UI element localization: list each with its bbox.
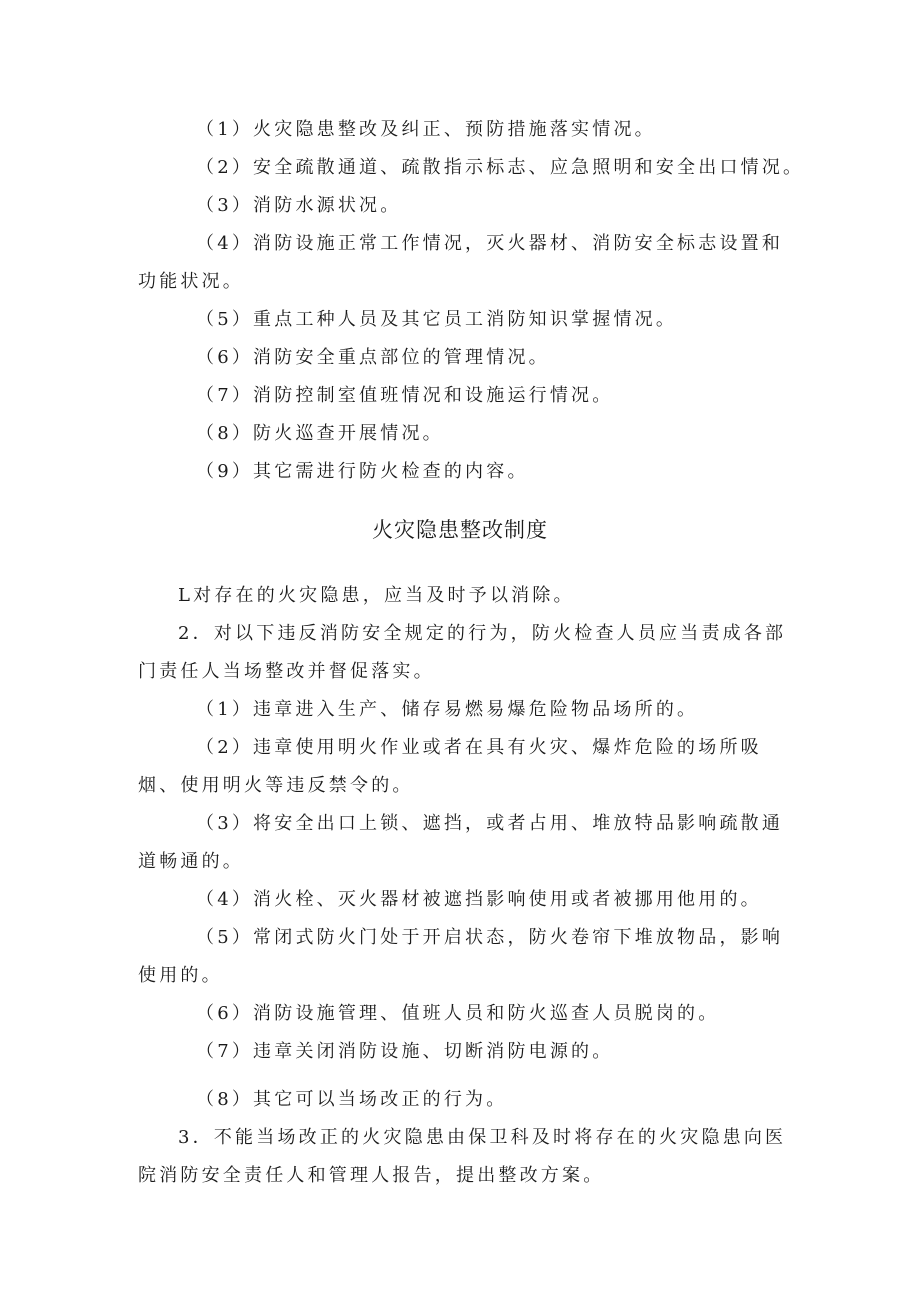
clause-2: 2．对以下违反消防安全规定的行为，防火检查人员应当责成各部门责任人当场整改并督促落实。 xyxy=(138,623,787,682)
rectification-item-3: （3）将安全出口上锁、遮挡，或者占用、堆放特品影响疏散通道畅通的。 xyxy=(138,813,784,872)
clause-3: 3．不能当场改正的火灾隐患由保卫科及时将存在的火灾隐患向医院消防安全责任人和管理人报告，提出整改方案。 xyxy=(138,1127,787,1186)
inspection-item-5: （5）重点工种人员及其它员工消防知识掌握情况。 xyxy=(196,309,678,330)
clause-1: L对存在的火灾隐患，应当及时予以消除。 xyxy=(178,585,575,606)
rectification-item-2: （2）违章使用明火作业或者在具有火灾、爆炸危险的场所吸烟、使用明火等违反禁令的。 xyxy=(138,737,762,796)
rectification-item-7: （7）违章关闭消防设施、切断消防电源的。 xyxy=(196,1041,614,1062)
rectification-item-4: （4）消火栓、灭火器材被遮挡影响使用或者被挪用他用的。 xyxy=(196,889,762,910)
inspection-item-3: （3）消防水源状况。 xyxy=(196,195,402,216)
inspection-item-9: （9）其它需进行防火检查的内容。 xyxy=(196,461,529,482)
inspection-item-1: （1）火灾隐患整改及纠正、预防措施落实情况。 xyxy=(196,119,656,140)
rectification-item-1: （1）违章进入生产、储存易燃易爆危险物品场所的。 xyxy=(196,699,699,720)
rectification-item-5: （5）常闭式防火门处于开启状态，防火卷帘下堆放物品，影响使用的。 xyxy=(138,927,784,986)
inspection-item-4: （4）消防设施正常工作情况，灭火器材、消防安全标志设置和功能状况。 xyxy=(138,233,784,292)
section-title: 火灾隐患整改制度 xyxy=(372,518,548,542)
inspection-item-2: （2）安全疏散通道、疏散指示标志、应急照明和安全出口情况。 xyxy=(196,157,805,178)
inspection-item-8: （8）防火巡查开展情况。 xyxy=(196,423,444,444)
rectification-item-6: （6）消防设施管理、值班人员和防火巡查人员脱岗的。 xyxy=(196,1003,720,1024)
inspection-item-7: （7）消防控制室值班情况和设施运行情况。 xyxy=(196,385,614,406)
rectification-item-8: （8）其它可以当场改正的行为。 xyxy=(196,1089,508,1110)
inspection-item-6: （6）消防安全重点部位的管理情况。 xyxy=(196,347,550,368)
